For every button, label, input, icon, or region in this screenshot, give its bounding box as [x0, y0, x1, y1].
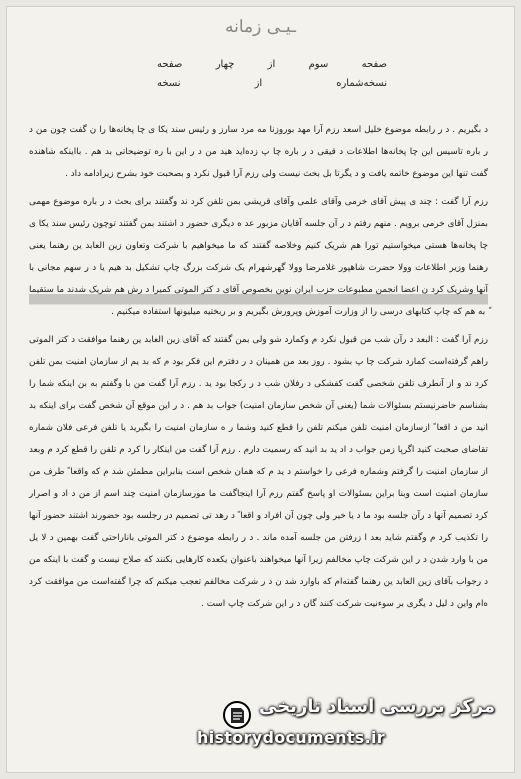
- document-page: [6, 6, 515, 773]
- page-of-label: از: [267, 59, 276, 70]
- letterhead-title: ـیـی زمانه: [224, 17, 296, 37]
- watermark-title: مرکز بررسی اسناد تاریخی: [259, 696, 496, 717]
- watermark: [7, 684, 514, 764]
- copy-of-label: از: [254, 78, 263, 89]
- paragraph-3: رزم آرا گفت : البعد د رآن شب من قبول نکرد م وکمارد شو ولی بمن گفتند که آقای زین العابد ین رهنما موافقت د کتر الموتی راهم گرفته‌است کمارد شرکت چا پ بشود . روز بعد من همینان د ر دفترم این فکر بود م که بد یم از سازمان امنیت بمن تلفن کرد ند و از آنطرف تلفن شخصی گفت کفشکی د رفلان شب د ر رکجا بود ید . رزم آرا گفت من با وگفتم به بن اینکه شما را بشناسم حاضرنیستم بسئوالات شما (یعنی آن شخص سازمان امنیت) جواب بد هم . د ر این موقع آن شخص گفت برای اینکه بد انید من د اقعا ً ازسازمان امنیت تلفن میکنم تلفن را قطع کنید وشما ر ه سازمان امنیت را بگیرید یا تلفن فرعی فلان شماره تقاضای صحبت کنید اگرپا زمن جواب د اد ید بد انید که رسمیت دارم . رزم آرا گفت من اینکار را کرد م تلفن را قطع کرد م وبعد از سازمان امنیت را گرفتم وشماره فرعی را خواستم د ید م که همان شخص است بنابراین مطمئن شد م که واقعا ً طرف من سازمان امنیت است وبنا براین بسئوالات او پاسخ گفتم رزم آرا اینجاگفت ما مورسازمان امنیت چند اسم از من د اد و اصرار کرد تصمیم آنها د رآن جلسه بود ما د یا خیر ولی چون آن افراد و اقعا ً د رهد تی تصمیم در رجلسه بود حضورند اشتند حضور آنها را تکذیب کرد م وگفتم شاید بعد ا زرفتن من جلسه آمده ماند . د ر رابطه موضوع د کتر الموتی باناراحتی گفت بهمین د لا یل من با وارد شدن د ر این شرکت چاپ مخالفم زیرا آنها میخواهند باعنوان یکعده کارهایی بکنند که صلاح نیست و گفت با اینکه من د رجواب بآقای زین العابد ین رهنما گفته‌ام که باوارد شد ن د ر شرکت مخالفم تعجب میکنم که چرا گفته‌است من موافقت کرد ه‌ام واین د لیل د یگری بر سوءنیت شرکت کنند گان د ر این شرکت چاپ است .: [29, 335, 488, 609]
- copy-number-line: [157, 74, 387, 93]
- page-label: صفحه: [361, 59, 387, 70]
- document-body: [29, 119, 488, 621]
- copy-number-label: نسخه‌شماره: [336, 78, 387, 89]
- page-total: چهار: [215, 59, 235, 70]
- page-meta: [157, 55, 387, 93]
- document-emblem-icon: [222, 700, 252, 730]
- paragraph-2: رزم آرا گفت : چند ی پیش آقای خرمی وآقای علمی وآقای قریشی بمن تلفن کرد ند وگفتند برای بحث د ر باره موضوع مهمی بمنزل آقای خرمی برویم . منهم رفتم د ر آن جلسه آقایان مزبور عد ه دیگری حضور د اشتند بمن گفتند توچون رئیس سند یکا ی چا پخانه‌ها هستی میخواستیم تورا هم شریک کنیم وخلاصه گفتند که ما میخواهیم با شرکت وتعاون زین العابد ین رهنما یعنی رهنما وزیر اطلاعات وولا حضرت شاهپور غلامرضا وولا گهرشهرام یک شرکت بزرگ چاپ تشکیل بد هیم یا د ر سهم مجانی با آنها وشریک کرد ن اعضا انجمن مطبوعات حزب ایران نوین بخصوص آقای د کتر الموتی کمیرا د رش هم شریک شدند ما ستقیما ً به هم که چاپ کتابهای درسی را از وزارت آموزش وپرورش بگیریم و بر ربختیه میلیونها استفاده میکنیم .: [29, 191, 488, 323]
- page-value: سوم: [308, 59, 329, 70]
- page-number-line: [157, 55, 387, 74]
- copy-unit: نسخه: [157, 78, 181, 89]
- watermark-url: historydocuments.ir: [197, 728, 385, 747]
- page-unit: صفحه: [157, 59, 183, 70]
- paragraph-1: د بگیریم . د ر رابطه موضوع خلیل اسعد رزم آرا مهد بوروزنا مه مرد سارز و رئیس سند یکا ی چا پخانه‌ها را ن گفت چون من د ر باره تاسیس این چا پخانه‌ها اطلاعات د قیقی د ر باره چا پ زده‌اید هید من د ر این با ره توضیحاتی بد هم . بااینکه شاهنده گفت تنها این موضوع خاتمه یافت و د یگرتا بل بحث نیست ولی رزم آرا قبول نکرد و بصحبت خود بشرح زیرادامه داد .: [29, 125, 488, 179]
